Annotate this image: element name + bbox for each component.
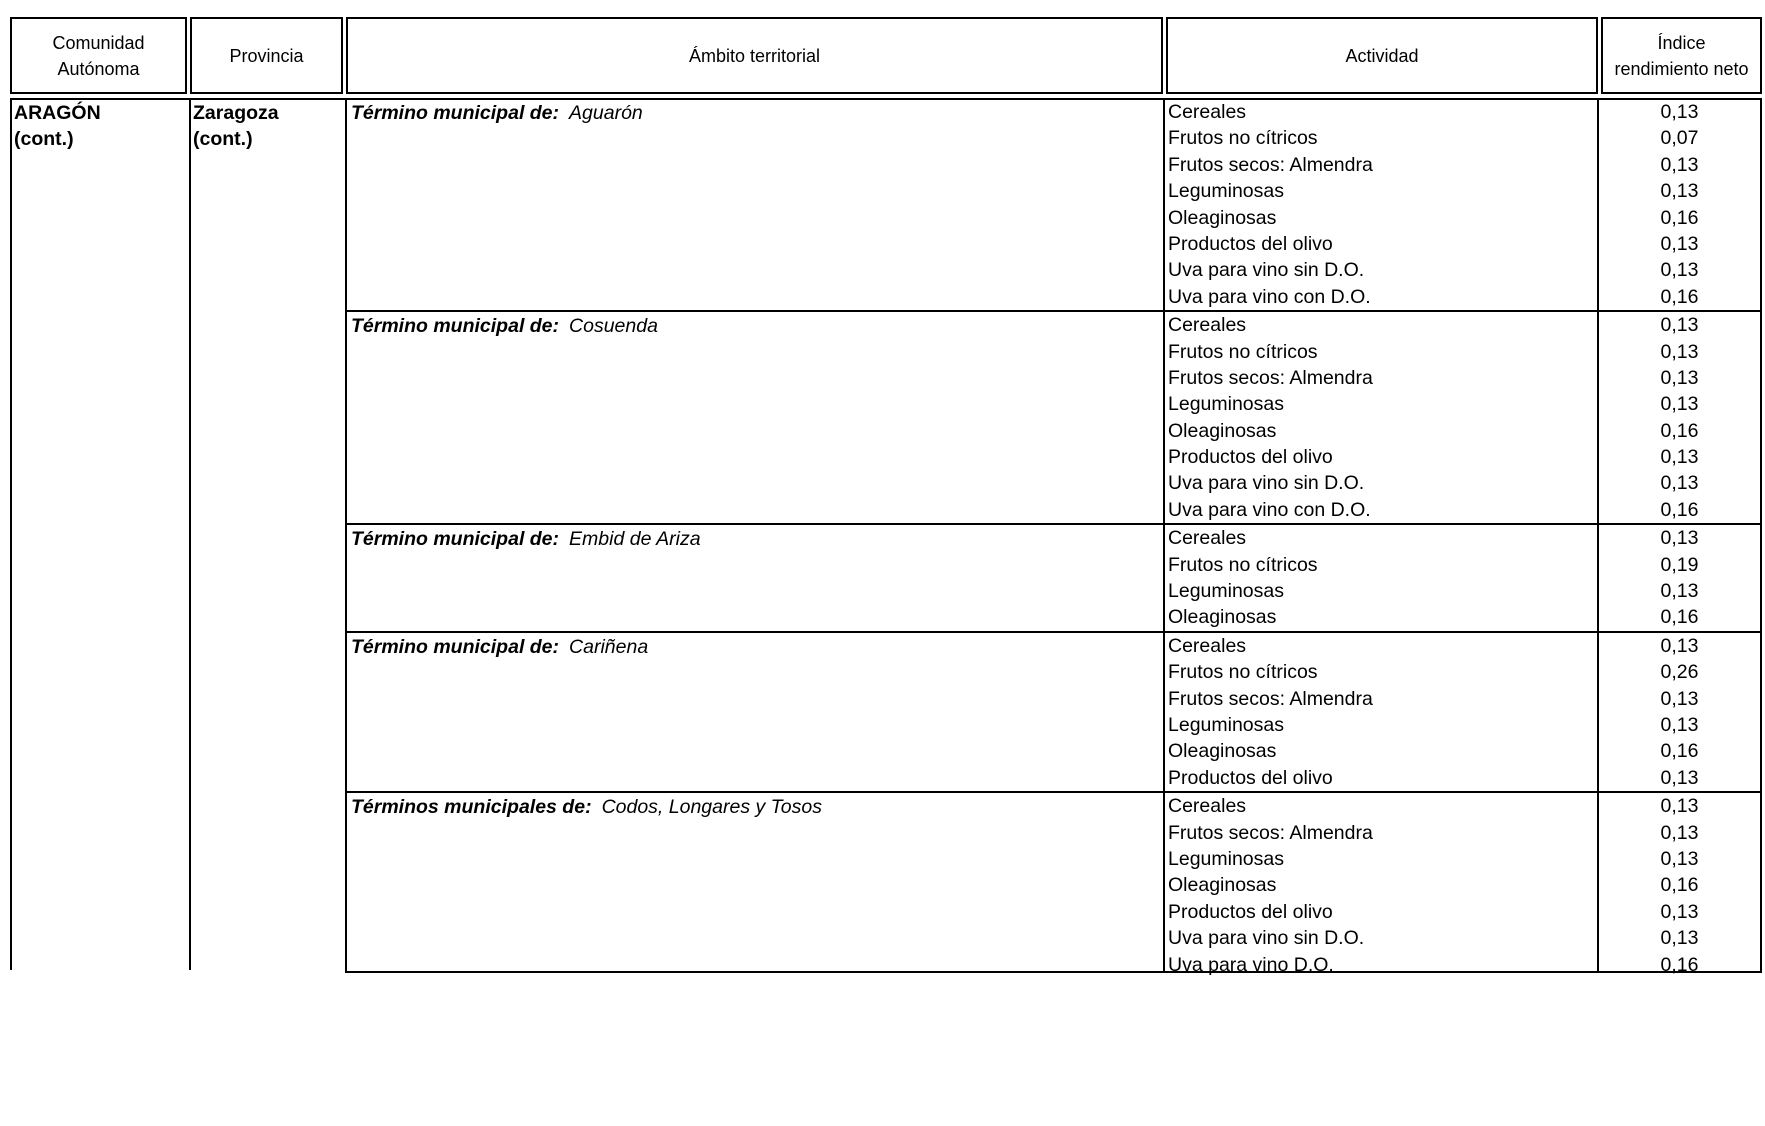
indice-cell: 0,16 [1660, 606, 1699, 629]
indice-cell: 0,16 [1660, 285, 1699, 308]
table-row [345, 686, 1762, 712]
actividad-cell: Productos del olivo [1168, 766, 1333, 789]
header-actividad-label: Actividad [1345, 45, 1419, 66]
indice-cell: 0,16 [1660, 498, 1699, 521]
ambito-prefix: Término municipal de: [351, 528, 560, 551]
indice-cell: 0,13 [1660, 101, 1699, 123]
actividad-cell: Productos del olivo [1168, 446, 1333, 469]
ambito-municipio: Cosuenda [569, 315, 658, 338]
header-actividad [1166, 17, 1598, 94]
table-row [345, 497, 1762, 523]
table-row [345, 712, 1762, 738]
table-row [345, 633, 1762, 659]
table-row [345, 846, 1762, 872]
indice-cell: 0,13 [1660, 340, 1699, 363]
header-indice-line2: rendimiento neto [1614, 58, 1749, 79]
ambito-group [345, 312, 1762, 525]
table-row [345, 872, 1762, 898]
indice-cell: 0,13 [1660, 687, 1699, 710]
actividad-cell: Leguminosas [1168, 180, 1284, 203]
table-row [345, 925, 1762, 951]
table-row [345, 444, 1762, 470]
ambito-municipio: Codos, Longares y Tosos [601, 796, 822, 819]
ambito-prefix: Términos municipales de: [351, 796, 592, 819]
ambito-municipio: Embid de Ariza [569, 528, 701, 551]
column-divider [10, 99, 12, 970]
actividad-cell: Cereales [1168, 314, 1247, 337]
header-ambito-territorial [346, 17, 1163, 94]
table-row [345, 152, 1762, 178]
actividad-cell: Cereales [1168, 527, 1247, 550]
table-row [345, 578, 1762, 604]
indice-cell: 0,13 [1660, 259, 1699, 282]
table-row [345, 952, 1762, 978]
actividad-cell: Frutos no cítricos [1168, 553, 1318, 576]
table-row [345, 820, 1762, 846]
indice-cell: 0,13 [1660, 795, 1699, 818]
header-comunidad-line2: Autónoma [57, 58, 140, 79]
ambito-group [345, 99, 1762, 312]
ambito-group [345, 793, 1762, 978]
actividad-cell: Uva para vino sin D.O. [1168, 472, 1365, 495]
indice-cell: 0,13 [1660, 927, 1699, 950]
header-comunidad-autonoma [10, 17, 187, 94]
indice-cell: 0,13 [1660, 900, 1699, 923]
indice-cell: 0,19 [1660, 553, 1699, 576]
indice-cell: 0,13 [1660, 847, 1699, 870]
actividad-cell: Leguminosas [1168, 393, 1284, 416]
indice-cell: 0,16 [1660, 740, 1699, 763]
header-provincia-label: Provincia [229, 45, 304, 66]
actividad-cell: Frutos no cítricos [1168, 127, 1318, 150]
ambito-group [345, 633, 1762, 793]
header-indice-rendimiento [1601, 17, 1762, 94]
indice-cell: 0,16 [1660, 874, 1699, 897]
table-row [345, 418, 1762, 444]
indice-cell: 0,13 [1660, 634, 1699, 657]
indice-cell: 0,07 [1660, 127, 1699, 150]
column-divider [189, 99, 191, 970]
table-row [345, 738, 1762, 764]
ambito-municipio: Cariñena [569, 635, 649, 658]
actividad-cell: Cereales [1168, 101, 1247, 123]
table-row [345, 365, 1762, 391]
table-row [345, 604, 1762, 630]
ambito-group [345, 525, 1762, 633]
actividad-cell: Uva para vino sin D.O. [1168, 259, 1365, 282]
ambito-prefix: Término municipal de: [351, 102, 560, 124]
actividad-cell: Oleaginosas [1168, 606, 1277, 629]
indice-cell: 0,13 [1660, 472, 1699, 495]
ambito-municipio: Aguarón [569, 102, 643, 124]
actividad-cell: Uva para vino sin D.O. [1168, 927, 1365, 950]
comunidad-cont: (cont.) [14, 128, 74, 151]
actividad-cell: Frutos secos: Almendra [1168, 821, 1373, 844]
actividad-cell: Uva para vino D.O. [1168, 953, 1334, 976]
actividad-cell: Oleaginosas [1168, 419, 1277, 442]
indice-cell: 0,13 [1660, 821, 1699, 844]
table-row [345, 470, 1762, 496]
header-comunidad-line1: Comunidad [52, 32, 145, 53]
table-row [345, 312, 1762, 338]
provincia-cont: (cont.) [193, 128, 253, 151]
actividad-cell: Leguminosas [1168, 847, 1284, 870]
indice-cell: 0,13 [1660, 766, 1699, 789]
indice-cell: 0,16 [1660, 419, 1699, 442]
indice-cell: 0,13 [1660, 527, 1699, 550]
actividad-cell: Oleaginosas [1168, 874, 1277, 897]
indice-cell: 0,13 [1660, 446, 1699, 469]
table-row [345, 765, 1762, 791]
indice-cell: 0,13 [1660, 232, 1699, 255]
indice-cell: 0,26 [1660, 661, 1699, 684]
provincia-name: Zaragoza [193, 102, 279, 124]
actividad-cell: Uva para vino con D.O. [1168, 285, 1371, 308]
actividad-cell: Frutos no cítricos [1168, 340, 1318, 363]
header-ambito-label: Ámbito territorial [688, 45, 821, 66]
actividad-cell: Productos del olivo [1168, 900, 1333, 923]
indice-cell: 0,13 [1660, 393, 1699, 416]
indice-cell: 0,16 [1660, 953, 1699, 976]
table-row [345, 899, 1762, 925]
actividad-cell: Frutos secos: Almendra [1168, 366, 1373, 389]
table-row [345, 339, 1762, 365]
indice-cell: 0,13 [1660, 314, 1699, 337]
ambito-prefix: Término municipal de: [351, 315, 560, 338]
actividad-cell: Oleaginosas [1168, 206, 1277, 229]
ambito-groups [345, 99, 1762, 978]
comunidad-name: ARAGÓN [14, 102, 101, 124]
indice-cell: 0,13 [1660, 713, 1699, 736]
table-row [345, 178, 1762, 204]
actividad-cell: Leguminosas [1168, 713, 1284, 736]
actividad-cell: Leguminosas [1168, 580, 1284, 603]
table-row [345, 659, 1762, 685]
actividad-cell: Productos del olivo [1168, 232, 1333, 255]
indice-cell: 0,13 [1660, 366, 1699, 389]
actividad-cell: Uva para vino con D.O. [1168, 498, 1371, 521]
actividad-cell: Frutos no cítricos [1168, 661, 1318, 684]
table-row [345, 793, 1762, 819]
table-row [345, 284, 1762, 310]
table-row [345, 391, 1762, 417]
actividad-cell: Frutos secos: Almendra [1168, 153, 1373, 176]
provincia-value [193, 100, 279, 153]
header-indice-line1: Índice [1657, 32, 1706, 53]
indice-cell: 0,13 [1660, 180, 1699, 203]
comunidad-value [14, 100, 101, 153]
indice-cell: 0,13 [1660, 153, 1699, 176]
table-row [345, 231, 1762, 257]
actividad-cell: Cereales [1168, 634, 1247, 657]
actividad-cell: Oleaginosas [1168, 740, 1277, 763]
ambito-prefix: Término municipal de: [351, 635, 560, 658]
table-row [345, 257, 1762, 283]
header-provincia [190, 17, 343, 94]
actividad-cell: Frutos secos: Almendra [1168, 687, 1373, 710]
table-row [345, 205, 1762, 231]
table-row [345, 99, 1762, 125]
table-row [345, 125, 1762, 151]
table-row [345, 552, 1762, 578]
indice-cell: 0,16 [1660, 206, 1699, 229]
indice-cell: 0,13 [1660, 580, 1699, 603]
table-row [345, 525, 1762, 551]
actividad-cell: Cereales [1168, 795, 1247, 818]
